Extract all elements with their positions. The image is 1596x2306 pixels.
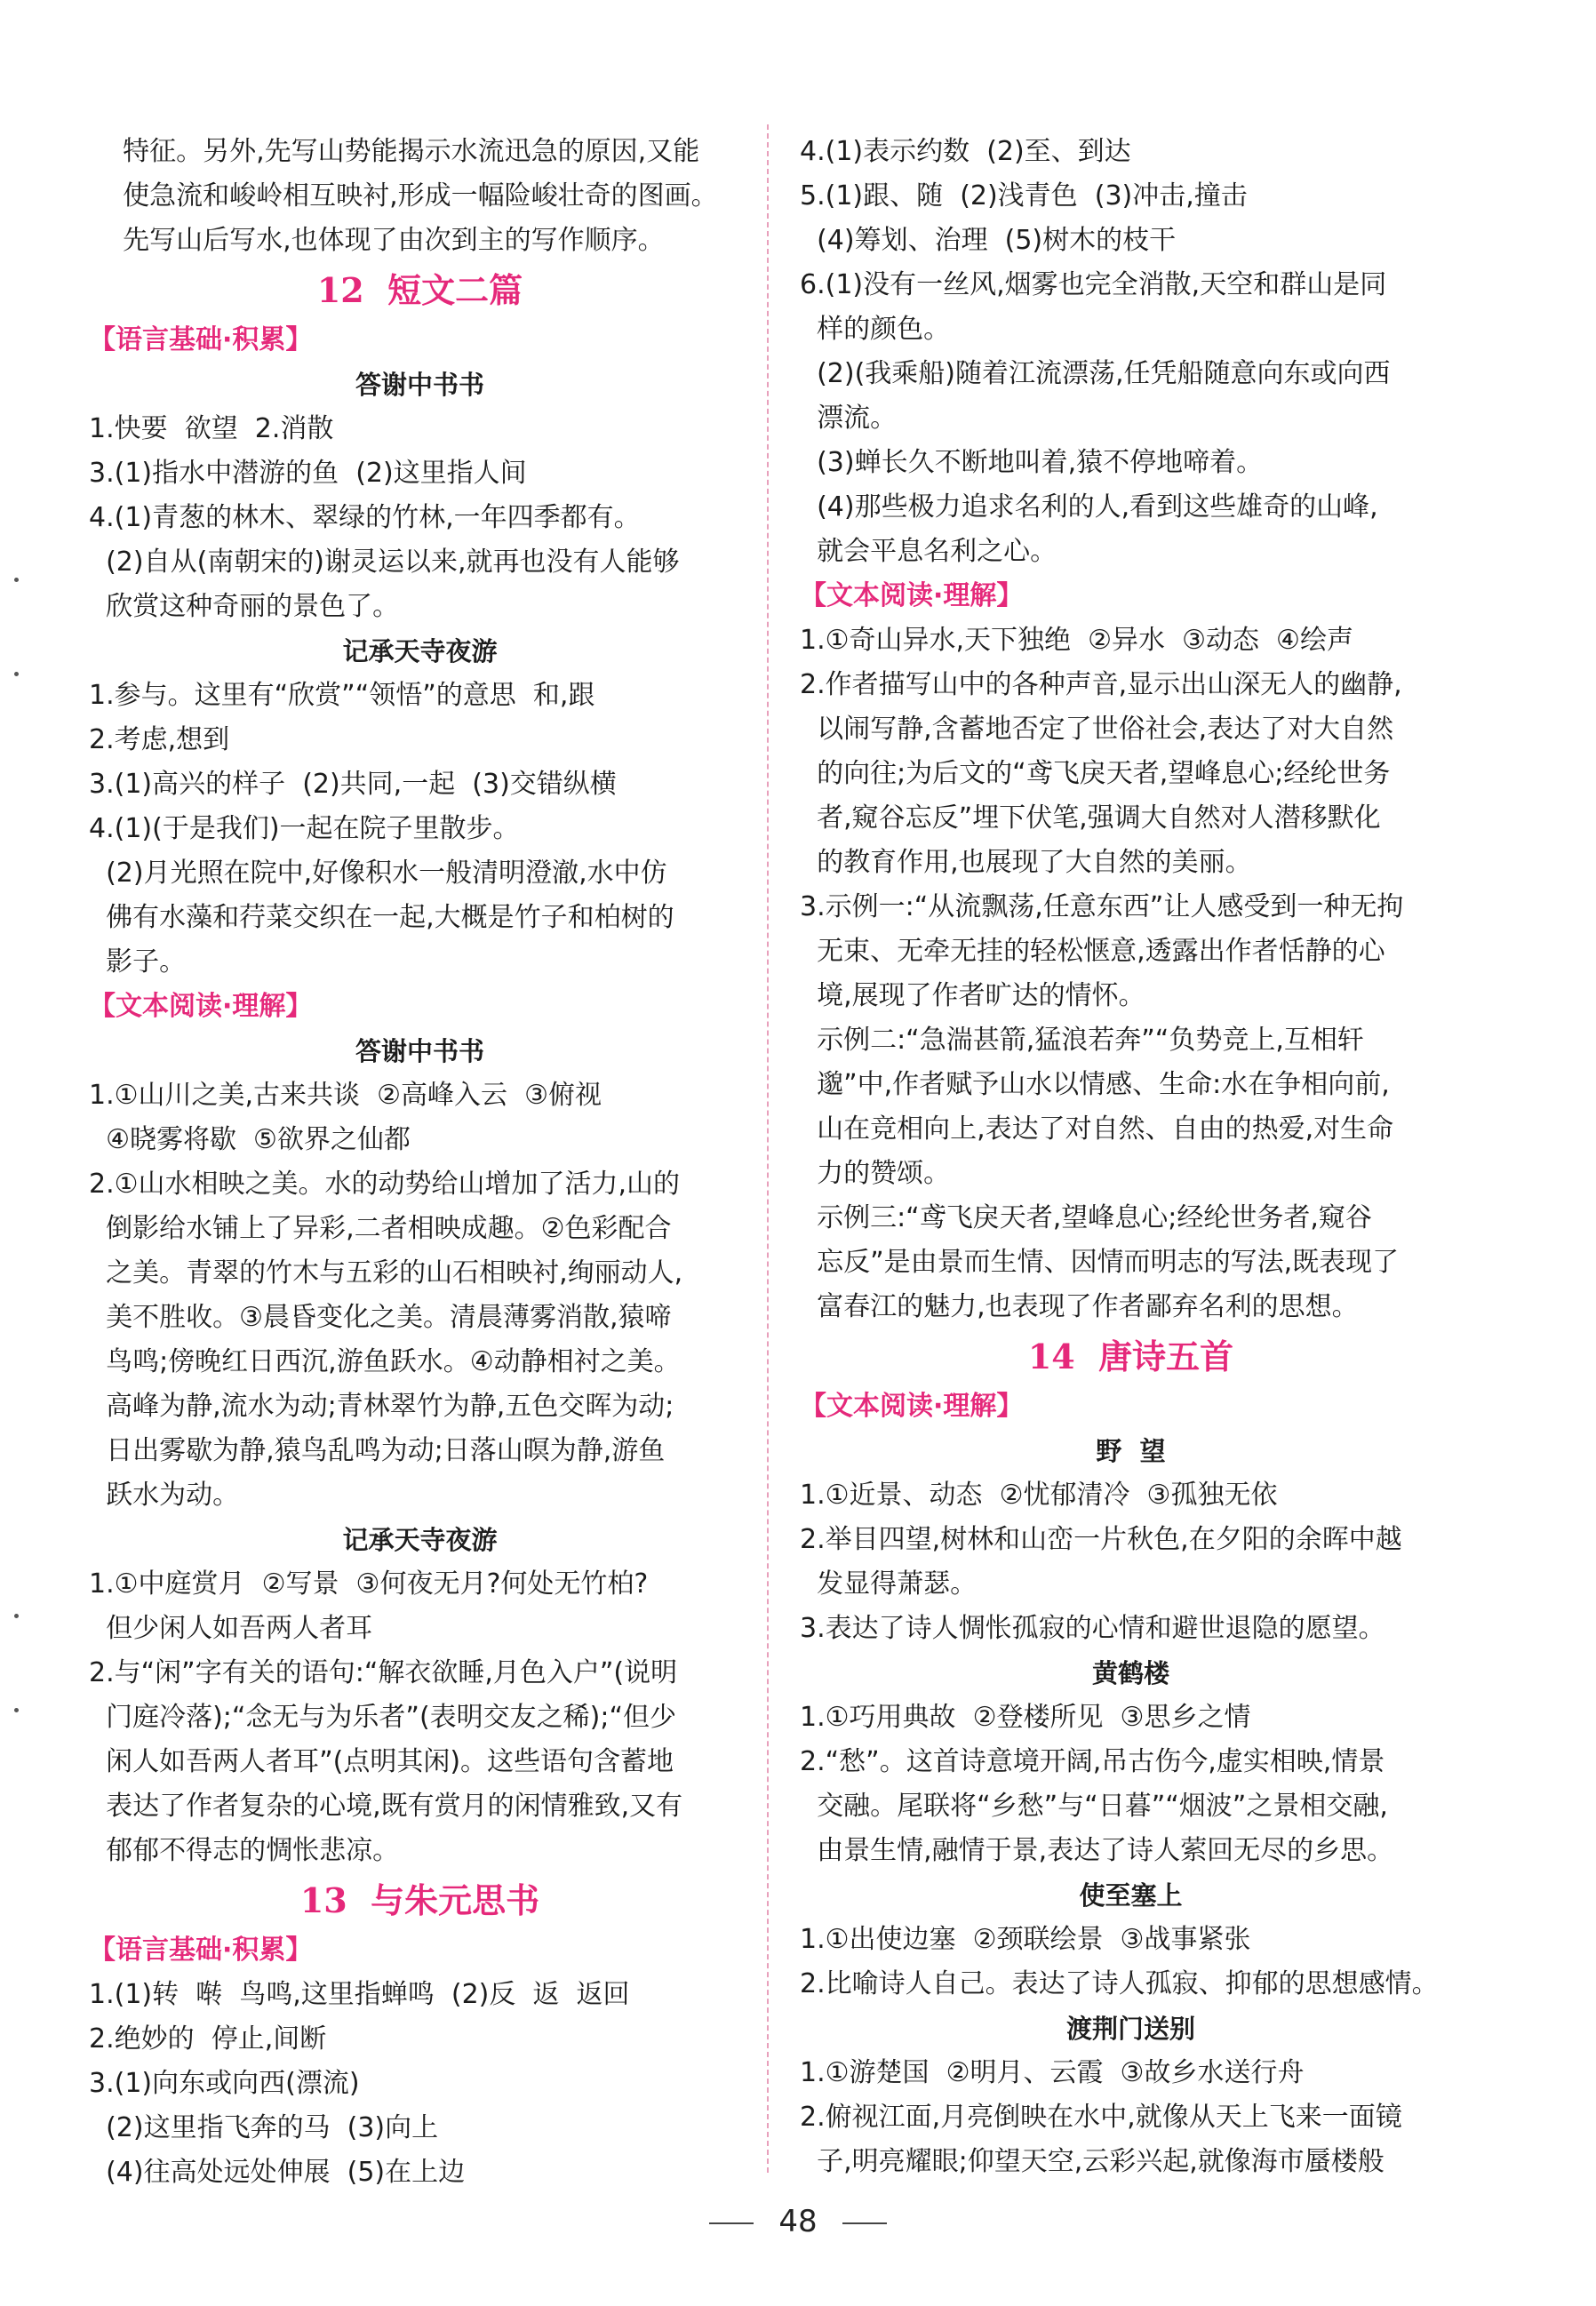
answer-line: (4)往高处远处伸展 (5)在上边	[89, 2157, 466, 2188]
answer-line: 3.(1)高兴的样子 (2)共同,一起 (3)交错纵横	[89, 769, 617, 800]
answer-line: 4.(1)表示约数 (2)至、到达	[800, 136, 1131, 167]
answer-line: 跃水为动。	[89, 1480, 240, 1511]
answer-line: 欣赏这种奇丽的景色了。	[89, 591, 400, 622]
answer-line: 4.(1)(于是我们)一起在院子里散步。	[89, 813, 520, 844]
answer-line: 1.①巧用典故 ②登楼所见 ③思乡之情	[800, 1702, 1251, 1733]
answer-line: 的教育作用,也展现了大自然的美丽。	[800, 847, 1252, 878]
answer-line: 但少闲人如吾两人者耳	[89, 1613, 373, 1644]
footer-dash	[842, 2222, 887, 2224]
answer-line: 力的赞颂。	[800, 1158, 951, 1189]
answer-line: 山在竞相向上,表达了对自然、自由的热爱,对生命	[800, 1113, 1394, 1145]
answer-line: 先写山后写水,也体现了由次到主的写作顺序。	[89, 225, 665, 256]
subsection-title: 记承天寺夜游	[342, 636, 498, 666]
subsection-title: 黄鹤楼	[1091, 1658, 1169, 1688]
answer-line: (4)筹划、治理 (5)树木的枝干	[800, 225, 1177, 256]
answer-line: 日出雾歇为静,猿鸟乱鸣为动;日落山暝为静,游鱼	[89, 1435, 666, 1466]
answer-line: 倒影给水铺上了异彩,二者相映成趣。②色彩配合	[89, 1213, 672, 1244]
answer-line: 示例二:“急湍甚箭,猛浪若奔”“负势竞上,互相轩	[800, 1025, 1364, 1056]
lesson-title: 12 短文二篇	[316, 270, 523, 310]
answer-line: 境,展现了作者旷达的情怀。	[800, 980, 1145, 1011]
answer-line: 5.(1)跟、随 (2)浅青色 (3)冲击,撞击	[800, 180, 1248, 211]
answer-line: 闲人如吾两人者耳”(点明其闲)。这些语句含蓄地	[89, 1746, 674, 1777]
answer-line: 的向往;为后文的“鸢飞戾天者,望峰息心;经纶世务	[800, 758, 1391, 789]
answer-line: 1.(1)转 啭 鸟鸣,这里指蝉鸣 (2)反 返 返回	[89, 1979, 630, 2010]
answer-line: 4.(1)青葱的林木、翠绿的竹林,一年四季都有。	[89, 502, 641, 533]
answer-line: 美不胜收。③晨昏变化之美。清晨薄雾消散,猿啼	[89, 1302, 672, 1333]
subsection-title: 记承天寺夜游	[342, 1525, 498, 1555]
answer-line: 子,明亮耀眼;仰望天空,云彩兴起,就像海市蜃楼般	[800, 2146, 1385, 2177]
answer-line: 2.“愁”。这首诗意境开阔,吊古伤今,虚实相映,情景	[800, 1746, 1385, 1777]
answer-line: 2.①山水相映之美。水的动势给山增加了活力,山的	[89, 1169, 681, 1200]
right-column	[800, 130, 1462, 2184]
answer-line: (4)那些极力追求名利的人,看到这些雄奇的山峰,	[800, 491, 1378, 523]
answer-line: 3.示例一:“从流飘荡,任意东西”让人感受到一种无拘	[800, 891, 1404, 922]
lesson-title: 13 与朱元思书	[299, 1880, 540, 1920]
answer-line: 特征。另外,先写山势能揭示水流迅急的原因,又能	[89, 136, 700, 167]
answer-line: 2.作者描写山中的各种声音,显示出山深无人的幽静,	[800, 669, 1402, 700]
answer-line: 发显得萧瑟。	[800, 1568, 978, 1600]
section-heading: 【语言基础·积累】	[89, 324, 313, 355]
answer-line: 影子。	[89, 946, 187, 977]
answer-line: 交融。尾联将“乡愁”与“日暮”“烟波”之景相交融,	[800, 1791, 1388, 1822]
page-footer	[0, 2204, 1596, 2239]
answer-line: 1.①中庭赏月 ②写景 ③何夜无月?何处无竹柏?	[89, 1568, 649, 1600]
answer-line: 表达了作者复杂的心境,既有赏月的闲情雅致,又有	[89, 1791, 683, 1822]
subsection-title: 答谢中书书	[355, 1036, 484, 1066]
answer-line: 邈”中,作者赋予山水以情感、生命:水在争相向前,	[800, 1069, 1390, 1100]
margin-dot	[14, 578, 19, 582]
margin-dot	[14, 1708, 19, 1712]
answer-line: 3.(1)向东或向西(漂流)	[89, 2068, 360, 2099]
section-heading: 【文本阅读·理解】	[800, 580, 1024, 611]
answer-line: (3)蝉长久不断地叫着,猿不停地啼着。	[800, 447, 1264, 478]
answer-line: 示例三:“鸢飞戾天者,望峰息心;经纶世务者,窥谷	[800, 1202, 1372, 1233]
answer-line: 6.(1)没有一丝风,烟雾也完全消散,天空和群山是同	[800, 269, 1387, 300]
answer-line: 使急流和峻岭相互映衬,形成一幅险峻壮奇的图画。	[89, 180, 718, 211]
answer-line: 2.考虑,想到	[89, 724, 230, 755]
answer-line: (2)这里指飞奔的马 (3)向上	[89, 2112, 439, 2143]
answer-line: 2.俯视江面,月亮倒映在水中,就像从天上飞来一面镜	[800, 2102, 1402, 2133]
subsection-title: 答谢中书书	[355, 370, 484, 400]
answer-line: 1.①出使边塞 ②颈联绘景 ③战事紧张	[800, 1924, 1251, 1955]
answer-line: 门庭冷落);“念无与为乐者”(表明交友之稀);“但少	[89, 1702, 677, 1733]
answer-line: 忘反”是由景而生情、因情而明志的写法,既表现了	[800, 1247, 1400, 1278]
answer-line: 1.①奇山异水,天下独绝 ②异水 ③动态 ④绘声	[800, 625, 1353, 656]
answer-line: 3.(1)指水中潜游的鱼 (2)这里指人间	[89, 458, 527, 489]
answer-line: 1.①游楚国 ②明月、云霞 ③故乡水送行舟	[800, 2057, 1305, 2088]
page-number: 48	[778, 2204, 818, 2239]
answer-line: 1.①山川之美,古来共谈 ②高峰入云 ③俯视	[89, 1080, 602, 1111]
margin-dot	[14, 672, 19, 676]
answer-line: 1.参与。这里有“欣赏”“领悟”的意思 和,跟	[89, 680, 595, 711]
answer-line: 高峰为静,流水为动;青林翠竹为静,五色交晖为动;	[89, 1391, 674, 1422]
left-column	[89, 130, 751, 2195]
answer-line: 样的颜色。	[800, 314, 951, 345]
answer-line: (2)自从(南朝宋的)谢灵运以来,就再也没有人能够	[89, 547, 680, 578]
lesson-title: 14 唐诗五首	[1027, 1337, 1234, 1376]
section-heading: 【文本阅读·理解】	[89, 991, 313, 1022]
answer-line: 鸟鸣;傍晚红日西沉,游鱼跃水。④动静相衬之美。	[89, 1346, 681, 1377]
answer-line: 1.①近景、动态 ②忧郁清冷 ③孤独无依	[800, 1480, 1278, 1511]
answer-line: 以闹写静,含蓄地否定了世俗社会,表达了对大自然	[800, 714, 1394, 745]
answer-line: 无束、无牵无挂的轻松惬意,透露出作者恬静的心	[800, 936, 1385, 967]
section-heading: 【语言基础·积累】	[89, 1935, 313, 1966]
answer-line: 1.快要 欲望 2.消散	[89, 413, 334, 444]
answer-line: 就会平息名利之心。	[800, 536, 1057, 567]
answer-line: 由景生情,融情于景,表达了诗人萦回无尽的乡思。	[800, 1835, 1394, 1866]
answer-line: 之美。青翠的竹木与五彩的山石相映衬,绚丽动人,	[89, 1257, 683, 1289]
subsection-title: 渡荆门送别	[1065, 2014, 1195, 2044]
answer-line: (2)(我乘船)随着江流漂荡,任凭船随意向东或向西	[800, 358, 1391, 389]
column-divider	[767, 124, 769, 2173]
answer-line: 佛有水藻和荇菜交织在一起,大概是竹子和柏树的	[89, 902, 674, 933]
answer-line: 富春江的魅力,也表现了作者鄙弃名利的思想。	[800, 1291, 1359, 1322]
footer-dash	[709, 2222, 754, 2224]
answer-line: 者,窥谷忘反”埋下伏笔,强调大自然对人潜移默化	[800, 802, 1381, 834]
subsection-title: 使至塞上	[1079, 1880, 1183, 1911]
answer-line: 3.表达了诗人惆怅孤寂的心情和避世退隐的愿望。	[800, 1613, 1385, 1644]
section-heading: 【文本阅读·理解】	[800, 1391, 1024, 1422]
answer-line: 郁郁不得志的惆怅悲凉。	[89, 1835, 400, 1866]
answer-line: (2)月光照在院中,好像积水一般清明澄澈,水中仿	[89, 858, 667, 889]
margin-dot	[14, 1614, 19, 1618]
subsection-title: 野 望	[1096, 1436, 1166, 1466]
answer-line: 2.比喻诗人自己。表达了诗人孤寂、抑郁的思想感情。	[800, 1968, 1439, 1999]
answer-line: 2.绝妙的 停止,间断	[89, 2023, 327, 2055]
answer-line: 漂流。	[800, 403, 898, 434]
answer-line: 2.举目四望,树林和山峦一片秋色,在夕阳的余晖中越	[800, 1524, 1402, 1555]
answer-line: ④晓雾将歇 ⑤欲界之仙都	[89, 1124, 411, 1155]
answer-line: 2.与“闲”字有关的语句:“解衣欲睡,月色入户”(说明	[89, 1657, 678, 1688]
